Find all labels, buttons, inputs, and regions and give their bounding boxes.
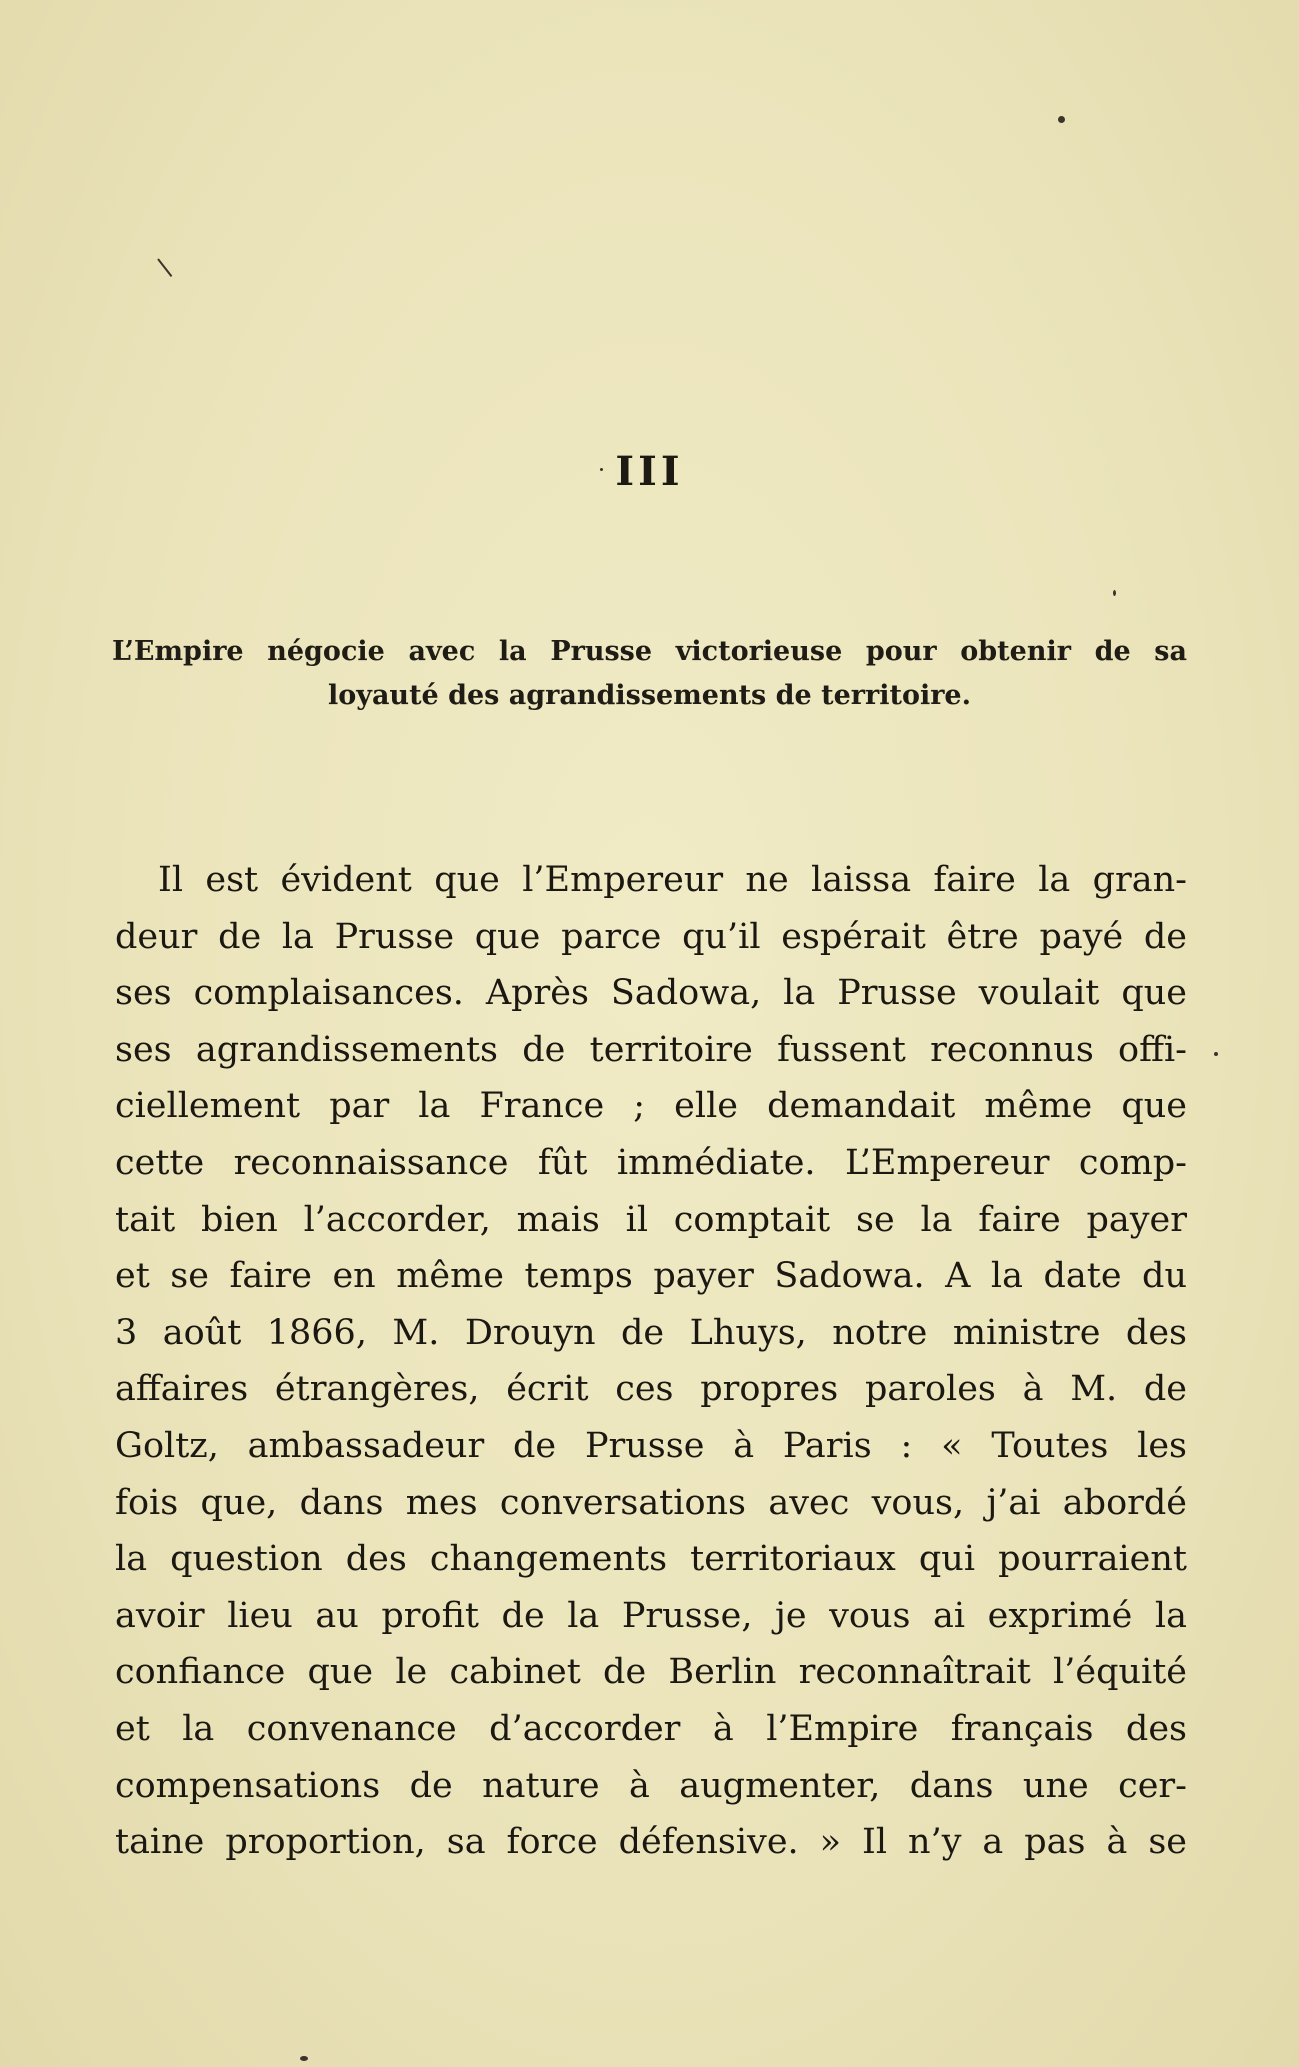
body-line: ses agrandissements de territoire fussent reconnus offi-: [115, 1029, 1187, 1070]
body-line: taine proportion, sa force défensive. » Il n’y a pas à se: [115, 1822, 1187, 1863]
body-line: confiance que le cabinet de Berlin reconnaîtrait l’équité: [115, 1652, 1187, 1693]
body-line: affaires étrangères, écrit ces propres paroles à M. de: [115, 1369, 1187, 1410]
chapter-summary: [112, 630, 1187, 718]
body-line: ses complaisances. Après Sadowa, la Prusse voulait que: [115, 973, 1187, 1014]
body-line: et la convenance d’accorder à l’Empire français des: [115, 1708, 1187, 1749]
body-line: Goltz, ambassadeur de Prusse à Paris : « Toutes les: [115, 1425, 1187, 1466]
chapter-number: III: [615, 448, 684, 495]
body-line: ciellement par la France ; elle demandait même que: [115, 1086, 1187, 1127]
body-line: la question des changements territoriaux qui pourraient: [115, 1539, 1187, 1580]
paper-speck: [1058, 116, 1065, 123]
body-line: fois que, dans mes conversations avec vous, j’ai abordé: [115, 1482, 1187, 1523]
body-paragraph: [115, 852, 1187, 1871]
chapter-summary-line: L’Empire négocie avec la Prusse victorieuse pour obtenir de sa: [112, 636, 1187, 667]
paper-speck: [300, 2056, 308, 2061]
body-line: 3 août 1866, M. Drouyn de Lhuys, notre ministre des: [115, 1312, 1187, 1353]
body-line: Il est évident que l’Empereur ne laissa faire la gran-: [158, 860, 1187, 900]
paper-speck: [1214, 1052, 1218, 1056]
body-line: tait bien l’accorder, mais il comptait se la faire payer: [115, 1199, 1187, 1240]
body-line: compensations de nature à augmenter, dans une cer-: [115, 1765, 1187, 1806]
body-line: avoir lieu au profit de la Prusse, je vous ai exprimé la: [115, 1595, 1187, 1636]
chapter-summary-line: loyauté des agrandissements de territoire.: [327, 680, 972, 711]
body-line: cette reconnaissance fût immédiate. L’Empereur comp-: [115, 1142, 1187, 1183]
pencil-stroke-mark: [157, 258, 172, 277]
body-line: deur de la Prusse que parce qu’il espérait être payé de: [115, 916, 1187, 957]
paper-speck: [1113, 590, 1116, 596]
body-line: et se faire en même temps payer Sadowa. A la date du: [115, 1256, 1187, 1297]
